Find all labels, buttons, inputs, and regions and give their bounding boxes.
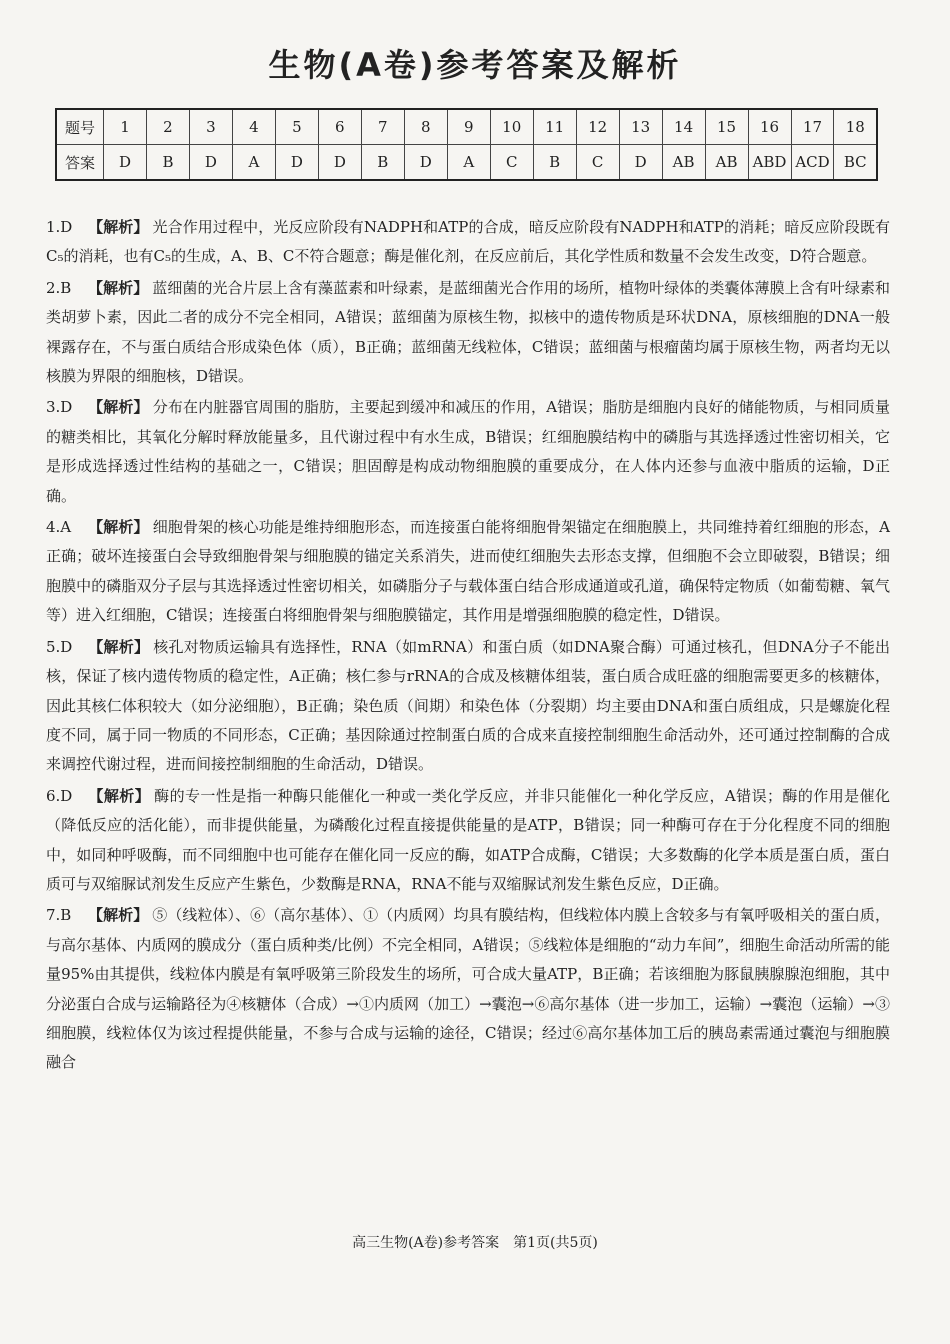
question-number-cell: 15 [705,109,748,145]
item-text: 核孔对物质运输具有选择性，RNA（如mRNA）和蛋白质（如DNA聚合酶）可通过核孔，但DNA分子不能出核，保证了核内遗传物质的稳定性，A正确；核仁参与rRNA的合成及核糖体组装，蛋白质合成旺盛的细胞需要更多的核糖体，因此其核仁体积较大（如分泌细胞），B正确；染色质（间期）和染色体（分裂期）均主要由DNA和蛋白质组成，只是螺旋化程度不同，属于同一物质的不同形态，C正确；基因除通过控制蛋白质的合成来直接控制细胞生命活动外，还可通过控制酶的合成来调控代谢过程，进而间接控制细胞的生命活动，D错误。 [46,637,890,774]
row-label-number: 题号 [56,109,104,145]
answer-cell: ABD [748,145,791,181]
answer-cell: D [318,145,361,181]
answer-cell: B [533,145,576,181]
page-title: 生物(A卷)参考答案及解析 [268,46,682,84]
answer-cell: D [619,145,662,181]
analysis-tag: 【解析】 [88,786,151,805]
question-number-cell: 5 [275,109,318,145]
analysis-tag: 【解析】 [88,278,149,297]
explanation-item [46,633,890,780]
question-number-cell: 1 [104,109,147,145]
item-text: ⑤（线粒体）、⑥（高尔基体）、①（内质网）均具有膜结构，但线粒体内膜上含较多与有氧呼吸相关的蛋白质，与高尔基体、内质网的膜成分（蛋白质种类/比例）不完全相同，A错误；⑤线粒体是细胞的“动力车间”，细胞生命活动所需的能量95%由其提供，线粒体内膜是有氧呼吸第三阶段发生的场所，可合成大量ATP，B正确；若该细胞为豚鼠胰腺腺泡细胞，其中分泌蛋白合成与运输路径为④核糖体（合成）→①内质网（加工）→囊泡→⑥高尔基体（进一步加工，运输）→囊泡（运输）→③细胞膜，线粒体仅为该过程提供能量，不参与合成与运输的途径，C错误；经过⑥高尔基体加工后的胰岛素需通过囊泡与细胞膜融合 [46,906,890,1072]
answer-cell: ACD [791,145,834,181]
answer-cell: A [232,145,275,181]
explanation-item [46,513,890,631]
question-number-cell: 2 [146,109,189,145]
question-number-cell: 11 [533,109,576,145]
question-number-cell: 13 [619,109,662,145]
answer-cell: A [447,145,490,181]
item-number: 1.D [46,218,73,236]
item-number: 6.D [46,786,73,805]
question-number-cell: 12 [576,109,619,145]
item-number: 4.A [46,518,72,537]
question-number-cell: 4 [232,109,275,145]
explanation-item [46,213,890,272]
answer-cell: B [361,145,404,181]
answer-cell: D [404,145,447,181]
item-text: 蓝细菌的光合片层上含有藻蓝素和叶绿素，是蓝细菌光合作用的场所，植物叶绿体的类囊体薄膜上含有叶绿素和类胡萝卜素，因此二者的成分不完全相同，A错误；蓝细菌为原核生物，拟核中的遗传物质是环状DNA，原核细胞的DNA一般裸露存在，不与蛋白质结合形成染色体（质），B正确；蓝细菌无线粒体，C错误；蓝细菌与根瘤菌均属于原核生物，两者均无以核膜为界限的细胞核，D错误。 [46,278,890,386]
answer-cell: B [146,145,189,181]
answer-cell: C [576,145,619,181]
question-number-cell: 10 [490,109,533,145]
item-text: 分布在内脏器官周围的脂肪，主要起到缓冲和减压的作用，A错误；脂肪是细胞内良好的储能物质，与相同质量的糖类相比，其氧化分解时释放能量多，且代谢过程中有水生成，B错误；红细胞膜结构中的磷脂与其选择透过性密切相关，它是形成选择透过性结构的基础之一，C错误；胆固醇是构成动物细胞膜的重要成分，在人体内还参与血液中脂质的运输，D正确。 [46,398,890,505]
answer-table [55,108,878,181]
analysis-tag: 【解析】 [88,398,149,417]
question-number-cell: 3 [189,109,232,145]
row-label-answer: 答案 [56,145,104,181]
item-number: 5.D [46,637,73,656]
analysis-tag: 【解析】 [88,218,149,236]
item-text: 细胞骨架的核心功能是维持细胞形态，而连接蛋白能将细胞骨架锚定在细胞膜上，共同维持着红细胞的形态，A正确；破坏连接蛋白会导致细胞骨架与细胞膜的锚定关系消失，进而使红细胞失去形态支撑，但细胞不会立即破裂，B错误；细胞膜中的磷脂双分子层与其选择透过性密切相关，如磷脂分子与载体蛋白结合形成通道或孔道，确保特定物质（如葡萄糖、氧气等）进入红细胞，C错误；连接蛋白将细胞骨架与细胞膜锚定，其作用是增强细胞膜的稳定性，D错误。 [46,518,890,625]
item-text: 光合作用过程中，光反应阶段有NADPH和ATP的合成，暗反应阶段有NADPH和ATP的消耗；暗反应阶段既有C₅的消耗，也有C₅的生成，A、B、C不符合题意；酶是催化剂，在反应前后，其化学性质和数量不会发生改变，D符合题意。 [46,218,890,266]
explanation-item [46,782,890,900]
answer-cell: AB [705,145,748,181]
answer-cell: C [490,145,533,181]
answer-cell: BC [834,145,877,181]
analysis-tag: 【解析】 [88,518,149,537]
question-number-cell: 16 [748,109,791,145]
analysis-tag: 【解析】 [88,637,150,656]
question-number-cell: 18 [834,109,877,145]
answer-cell: AB [662,145,705,181]
question-number-cell: 7 [361,109,404,145]
answer-row [56,145,877,181]
explanations [46,213,890,1078]
item-text: 酶的专一性是指一种酶只能催化一种或一类化学反应，并非只能催化一种化学反应，A错误；酶的作用是催化（降低反应的活化能），而非提供能量，为磷酸化过程直接提供能量的是ATP，B错误；同一种酶可存在于分化程度不同的细胞中，如同种呼吸酶，而不同细胞中也可能存在催化同一反应的酶，如ATP合成酶，C错误；大多数酶的化学本质是蛋白质，蛋白质可与双缩脲试剂发生反应产生紫色，少数酶是RNA，RNA不能与双缩脲试剂发生紫色反应，D正确。 [46,786,890,893]
answer-cell: D [104,145,147,181]
question-number-cell: 8 [404,109,447,145]
item-number: 2.B [46,278,72,297]
question-number-cell: 6 [318,109,361,145]
page-footer: 高三生物(A卷)参考答案 第1页(共5页) [352,1235,598,1251]
explanation-item [46,393,890,511]
analysis-tag: 【解析】 [88,906,149,925]
item-number: 3.D [46,398,73,417]
answer-cell: D [275,145,318,181]
question-number-cell: 9 [447,109,490,145]
explanation-item [46,274,890,392]
answer-cell: D [189,145,232,181]
item-number: 7.B [46,906,72,925]
explanation-item [46,901,890,1077]
question-number-cell: 14 [662,109,705,145]
question-number-cell: 17 [791,109,834,145]
question-number-row [56,109,877,145]
